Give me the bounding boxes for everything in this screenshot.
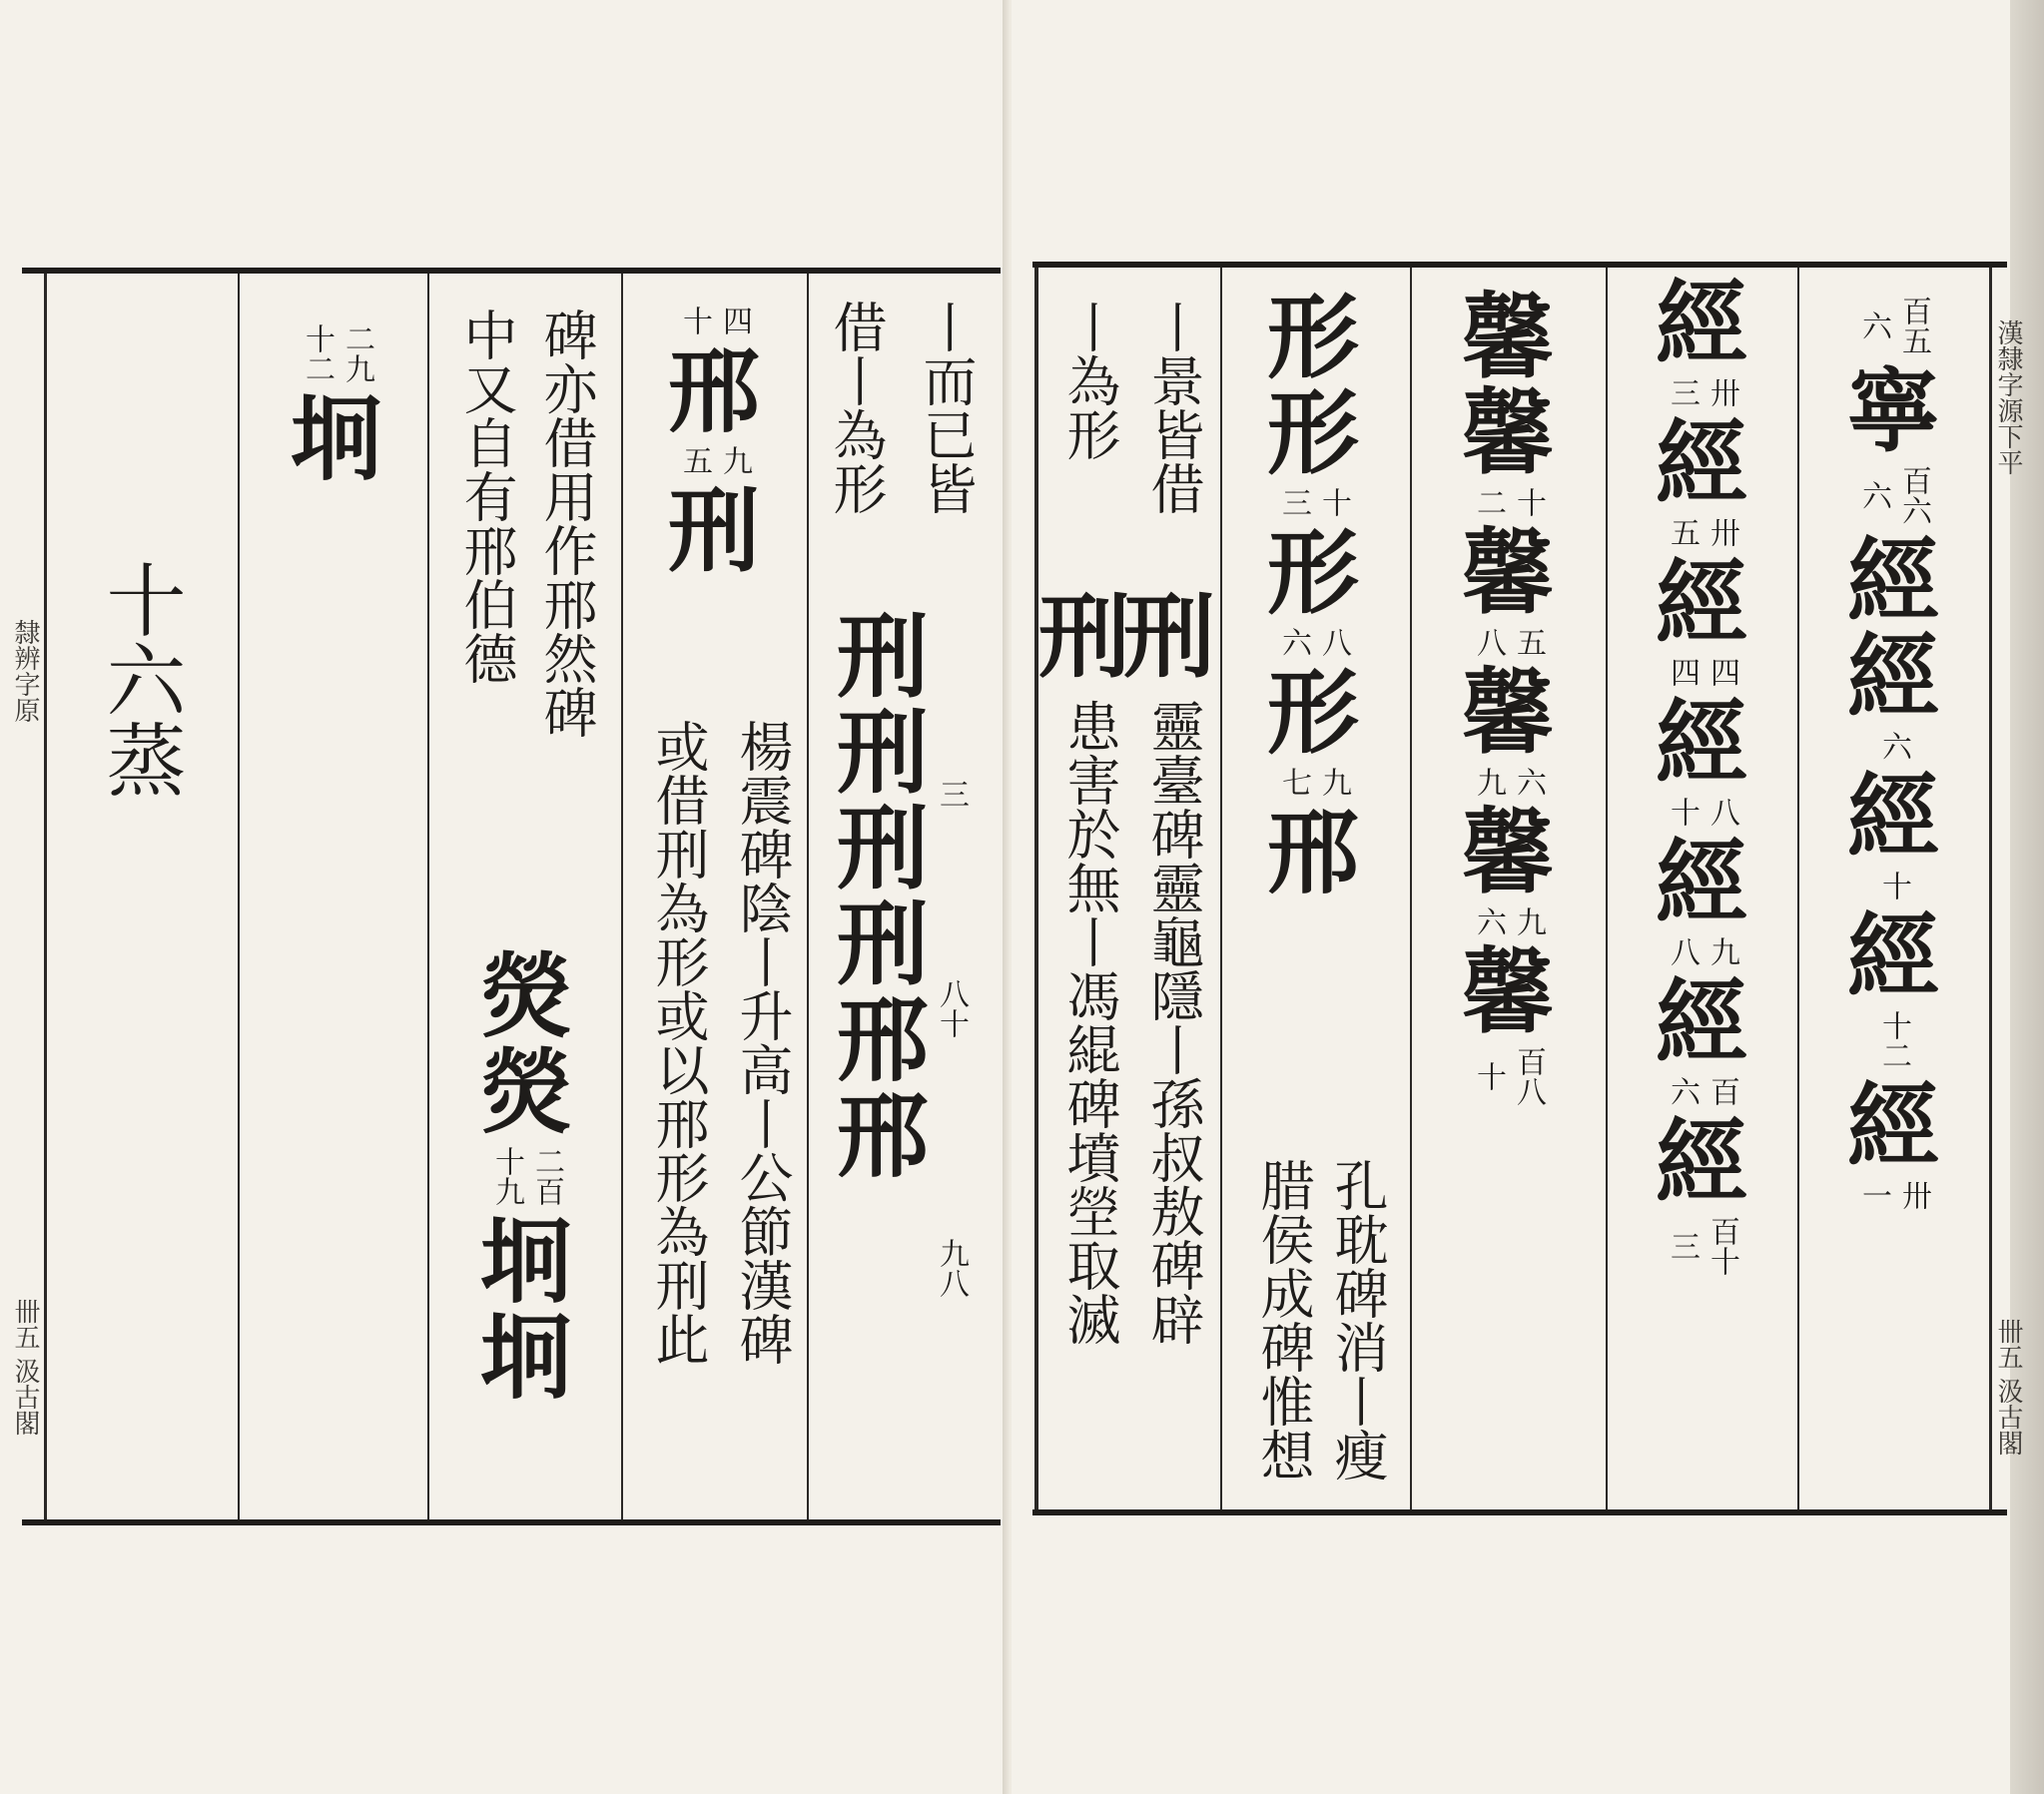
annotation: 二百 十九 — [489, 1146, 564, 1206]
glyph-entry: 經 — [1846, 623, 1939, 731]
glyph-entry: 經 — [1846, 527, 1939, 635]
glyph-entry: 馨 — [1461, 938, 1554, 1046]
left-outer-border — [44, 274, 47, 1519]
glyph-entry: 熒 — [479, 1038, 572, 1146]
left-column-4-glyphs — [639, 299, 789, 585]
glyph-entry: 邢 — [667, 337, 760, 445]
glyph-entry: 刑 — [836, 795, 929, 902]
annotation: 卅 五 — [1665, 517, 1739, 547]
right-column-6-glyphs — [1813, 290, 1973, 1218]
annotation: 四 四 — [1665, 657, 1739, 687]
glyph-entry: 邢 — [836, 986, 929, 1094]
left-col-divider-2 — [621, 274, 623, 1519]
annotation: 百六 六 — [1856, 465, 1931, 525]
left-column-7-notes — [911, 779, 971, 809]
glyph-entry: 經 — [1655, 1108, 1747, 1216]
glyph-entry: 坰 — [290, 385, 382, 493]
glyph-entry: 馨 — [1461, 519, 1554, 627]
glyph-entry: 馨 — [1461, 284, 1554, 391]
annotation: 九八 — [934, 1238, 969, 1298]
glyph-entry: 刑 — [1038, 583, 1131, 691]
glyph-entry: 經 — [1655, 549, 1747, 657]
right-col-divider-3 — [1606, 268, 1608, 1509]
glyph-entry: 寧 — [1846, 357, 1939, 465]
glyph-entry: 經 — [1655, 968, 1747, 1076]
glyph-entry: 刑 — [836, 699, 929, 807]
annotation: 九 六 — [1471, 906, 1546, 936]
annotation: 三 — [934, 779, 969, 809]
annotation: 卅 三 — [1665, 377, 1739, 407]
annotation: 十 二 — [1471, 487, 1546, 517]
left-margin-text: 隸辨字原 — [10, 619, 40, 723]
glyph-entry: 邢 — [1266, 799, 1359, 906]
left-column-3-text: 中又自有邢伯德 — [455, 307, 518, 685]
glyph-entry: 刑 — [667, 477, 760, 585]
page-edge — [2010, 0, 2044, 1794]
annotation: 十 — [1876, 871, 1911, 900]
left-column-6-text: 借丨為形 — [825, 299, 888, 515]
right-col-divider-2 — [1410, 268, 1412, 1509]
left-col-divider-1 — [427, 274, 429, 1519]
right-bottom-border — [1032, 1509, 2007, 1515]
right-column-1-text2: 靈臺碑靈龜隱丨孫叔敖碑辟 — [1142, 699, 1205, 1346]
glyph-entry: 經 — [1846, 1072, 1939, 1180]
glyph-entry: 形 — [1266, 659, 1359, 767]
left-column-6-glyphs — [813, 603, 953, 1190]
right-column-2-text: 丨為形 — [1058, 299, 1121, 461]
glyph-entry: 邢 — [836, 1082, 929, 1190]
right-column-5-glyphs — [1622, 270, 1781, 1284]
annotation: 二九 十二 — [300, 323, 374, 383]
glyph-entry: 形 — [1266, 519, 1359, 627]
glyph-entry: 形 — [1266, 379, 1359, 487]
annotation: 九 七 — [1276, 767, 1351, 797]
annotation: 六 九 — [1471, 767, 1546, 797]
left-column-7-text: 丨而已皆 — [915, 299, 978, 515]
annotation: 六 — [1876, 731, 1911, 761]
right-column-2-text2: 患害於無丨馮緄碑墳塋取滅 — [1058, 699, 1121, 1346]
glyph-entry: 刑 — [836, 603, 929, 711]
annotation: 百八 十 — [1471, 1046, 1546, 1106]
annotation: 百 六 — [1665, 1076, 1739, 1106]
annotation: 百五 六 — [1856, 296, 1931, 355]
right-column-3-glyphs — [1238, 284, 1388, 906]
left-column-2: 碑亦借用作邢然碑 — [535, 307, 598, 739]
annotation: 四 十 — [677, 305, 752, 335]
glyph-entry: 刑 — [836, 891, 929, 998]
glyph-entry: 坰 — [479, 1208, 572, 1316]
right-col-divider-1 — [1220, 268, 1222, 1509]
glyph-entry: 經 — [1846, 902, 1939, 1010]
annotation: 八 六 — [1276, 627, 1351, 657]
left-column-7-notes-2 — [911, 978, 971, 1038]
left-margin-text-lower: 卌五 汲古閣 — [10, 1298, 40, 1437]
annotation: 八 十 — [1665, 797, 1739, 827]
right-column-3-text3: 腊侯成碑惟想 — [1252, 1158, 1315, 1482]
right-column-1-text: 丨景皆借 — [1142, 299, 1205, 515]
right-margin-text-lower: 卌五 汲古閣 — [1993, 1318, 2023, 1457]
annotation: 卅 一 — [1856, 1180, 1931, 1210]
right-column-4-glyphs — [1428, 284, 1588, 1114]
glyph-entry: 經 — [1655, 829, 1747, 936]
glyph-entry: 馨 — [1461, 659, 1554, 767]
annotation: 九 五 — [677, 445, 752, 475]
annotation: 百十 三 — [1665, 1216, 1739, 1276]
glyph-entry: 經 — [1655, 689, 1747, 797]
glyph-entry: 坰 — [479, 1304, 572, 1412]
annotation: 十二 — [1876, 1010, 1911, 1070]
left-column-1 — [262, 317, 411, 493]
annotation: 八十 — [934, 978, 969, 1038]
glyph-entry: 形 — [1266, 284, 1359, 391]
right-top-border — [1032, 262, 2007, 268]
annotation: 十 三 — [1276, 487, 1351, 517]
glyph-entry: 經 — [1846, 763, 1939, 871]
right-column-2-glyph — [1038, 583, 1131, 691]
left-column-4-text: 或借刑為形或以邢形為刑此 — [647, 719, 710, 1366]
glyph-entry: 馨 — [1461, 379, 1554, 487]
left-column-3-glyphs — [451, 942, 601, 1412]
right-col-divider-4 — [1797, 268, 1799, 1509]
right-margin-text: 漢隸字源下平 — [1993, 319, 2023, 475]
glyph-entry: 經 — [1655, 270, 1747, 377]
glyph-entry: 馨 — [1461, 799, 1554, 906]
left-top-border — [22, 268, 1001, 274]
section-title: 十六蒸 — [93, 559, 186, 799]
left-bottom-border — [22, 1519, 1001, 1525]
right-outer-border-left — [1034, 268, 1038, 1509]
left-column-7-notes-3 — [911, 1238, 971, 1298]
glyph-entry: 熒 — [479, 942, 572, 1050]
left-col-divider-3 — [807, 274, 809, 1519]
glyph-entry: 經 — [1655, 409, 1747, 517]
right-column-3-text2: 孔耽碑消丨瘦 — [1326, 1158, 1389, 1482]
left-title-divider — [238, 274, 240, 1519]
glyph-entry: 刑 — [1123, 583, 1216, 691]
right-outer-border-right — [1989, 268, 1992, 1509]
left-column-5: 楊震碑陰丨升高丨公節漢碑 — [731, 719, 794, 1366]
right-column-1-glyph — [1123, 583, 1216, 691]
annotation: 五 八 — [1471, 627, 1546, 657]
annotation: 九 八 — [1665, 936, 1739, 966]
